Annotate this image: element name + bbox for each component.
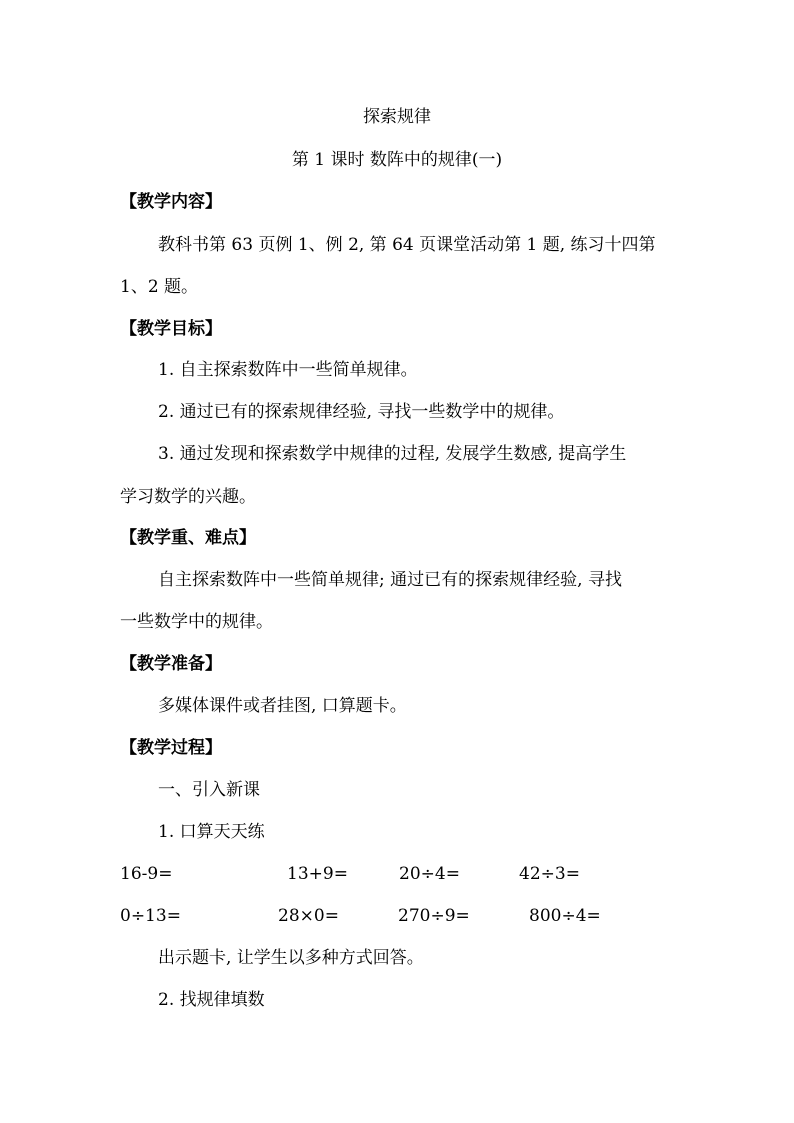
content-text-continued: 1、2 题。	[120, 277, 199, 297]
math-problem: 28×0=	[278, 906, 339, 926]
document-title: 探索规律	[363, 107, 431, 127]
goal-item-1: 1. 自主探索数阵中一些简单规律。	[158, 360, 418, 380]
math-problem: 13+9=	[287, 864, 348, 884]
math-problem: 800÷4=	[529, 906, 601, 926]
math-problem: 0÷13=	[120, 906, 181, 926]
instruction-note: 出示题卡, 让学生以多种方式回答。	[158, 948, 424, 968]
goal-item-3-continued: 学习数学的兴趣。	[120, 487, 256, 507]
section-heading-goals: 【教学目标】	[120, 319, 222, 339]
section-heading-preparation: 【教学准备】	[120, 654, 222, 674]
mental-math-row-2	[0, 904, 794, 928]
math-problem: 16-9=	[120, 864, 173, 884]
math-problem: 20÷4=	[399, 864, 460, 884]
section-heading-content: 【教学内容】	[120, 192, 222, 212]
mental-math-row-1	[0, 862, 794, 886]
process-substep-2: 2. 找规律填数	[158, 990, 265, 1010]
content-text: 教科书第 63 页例 1、例 2, 第 64 页课堂活动第 1 题, 练习十四第	[158, 235, 656, 255]
section-heading-keypoints: 【教学重、难点】	[120, 528, 256, 548]
goal-item-2: 2. 通过已有的探索规律经验, 寻找一些数学中的规律。	[158, 402, 565, 422]
goal-item-3: 3. 通过发现和探索数学中规律的过程, 发展学生数感, 提高学生	[158, 444, 627, 464]
process-substep-1: 1. 口算天天练	[158, 822, 265, 842]
document-subtitle: 第 1 课时 数阵中的规律(一)	[291, 150, 503, 170]
math-problem: 42÷3=	[519, 864, 580, 884]
preparation-text: 多媒体课件或者挂图, 口算题卡。	[158, 696, 407, 716]
section-heading-process: 【教学过程】	[120, 738, 222, 758]
keypoints-text: 自主探索数阵中一些简单规律; 通过已有的探索规律经验, 寻找	[158, 570, 622, 590]
math-problem: 270÷9=	[398, 906, 470, 926]
keypoints-text-continued: 一些数学中的规律。	[120, 612, 273, 632]
process-step-1: 一、引入新课	[158, 780, 260, 800]
